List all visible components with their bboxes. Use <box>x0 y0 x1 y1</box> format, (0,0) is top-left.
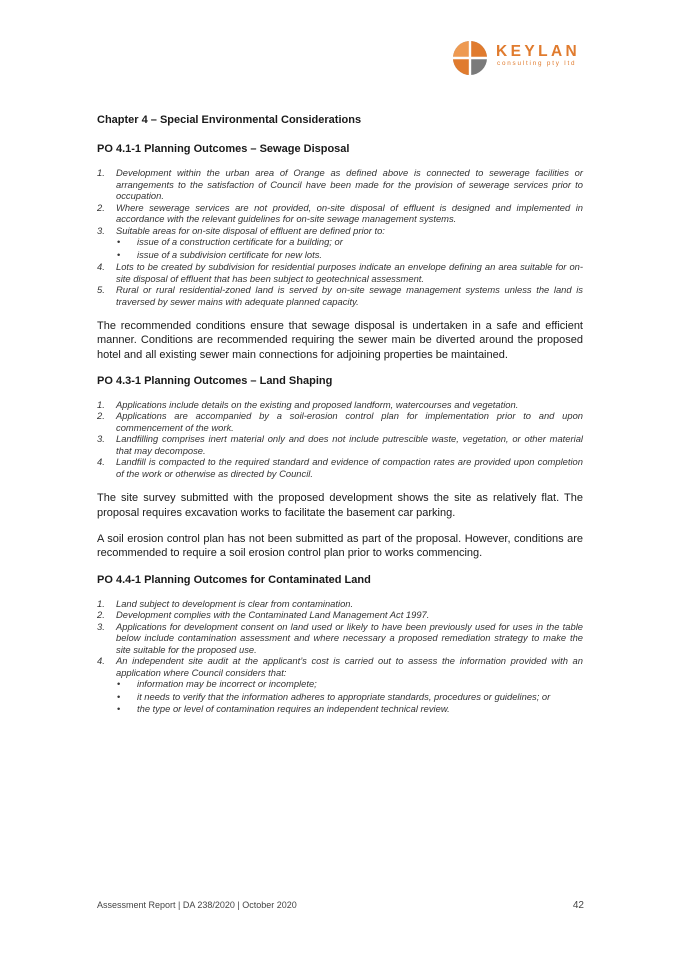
outcome-list-item <box>97 598 583 610</box>
list-item-number: 1. <box>97 398 105 410</box>
list-item-number: 1. <box>97 167 105 178</box>
section-heading: PO 4.4-1 Planning Outcomes for Contaminated Land <box>97 573 371 586</box>
bullet-item <box>116 703 583 716</box>
list-item-text: Applications are accompanied by a soil-erosion control plan for implementation prior to and upon commencement of the work. <box>116 410 583 433</box>
list-item-number: 4. <box>97 456 105 468</box>
bullet-item <box>116 236 583 249</box>
bullet-text: issue of a subdivision certificate for new lots. <box>137 248 322 260</box>
chapter-title: Chapter 4 – Special Environmental Considerations <box>97 114 362 126</box>
list-item-number: 3. <box>97 620 105 632</box>
list-item-number: 4. <box>97 261 105 272</box>
body-paragraph: The site survey submitted with the proposed development shows the site as relatively flat. The proposal requires excavation works to facilitate the basement car parking. <box>97 492 583 519</box>
bullet-dot-icon: • <box>117 678 121 690</box>
bullet-text: the type or level of contamination requires an independent technical review. <box>137 703 450 715</box>
bullet-item <box>116 678 583 691</box>
outcome-list-item <box>97 225 583 262</box>
bullet-dot-icon: • <box>117 690 121 702</box>
list-item-text: Suitable areas for on-site disposal of effluent are defined prior to: <box>116 224 385 236</box>
bullet-dot-icon: • <box>117 248 121 260</box>
bullet-item <box>116 691 583 704</box>
logo-name: KEYLAN <box>496 43 581 60</box>
outcome-list-item <box>97 410 583 433</box>
outcome-list-item <box>97 433 583 456</box>
list-item-number: 2. <box>97 201 105 213</box>
list-item-text: Development within the urban area of Orange as defined above is connected to sewerage facilities or arrangements to the satisfaction of Council have been made for the provision of sewerage services prior to occupation. <box>116 167 583 201</box>
outcome-list <box>97 399 583 480</box>
outcome-list-item <box>97 284 583 307</box>
list-item-text: Rural or rural residential-zoned land is served by on-site sewage management systems unless the land is traversed by sewer mains with adequate planned capacity. <box>116 284 583 307</box>
outcome-list-item <box>97 621 583 656</box>
section-heading: PO 4.1-1 Planning Outcomes – Sewage Disposal <box>97 143 350 155</box>
list-item-number: 5. <box>97 284 105 295</box>
footer-page-number: 42 <box>572 900 584 911</box>
bullet-dot-icon: • <box>117 703 121 715</box>
keylan-logo-icon <box>452 40 488 76</box>
list-item-text: Landfill is compacted to the required standard and evidence of compaction rates are provided upon completion of the work or otherwise as directed by Council. <box>116 456 583 479</box>
list-item-text: Lots to be created by subdivision for residential purposes indicate an envelope defining an area suitable for on-site disposal of effluent that has been subject to geotechnical assessment. <box>116 261 583 284</box>
list-item-text: Applications for development consent on land used or likely to have been previously used for uses in the table below include contamination assessment and where necessary a proposed remediation strategy to make the site suitable for the proposed use. <box>116 620 583 655</box>
list-item-number: 3. <box>97 224 105 236</box>
outcome-list-item <box>97 399 583 411</box>
list-item-text: An independent site audit at the applicant’s cost is carried out to assess the information provided with an application where Council considers that: <box>116 655 583 678</box>
company-logo <box>452 40 588 78</box>
body-paragraph: The recommended conditions ensure that sewage disposal is undertaken in a safe and efficient manner. Conditions are recommended requiring the sewer main be diverted around the proposed hotel and all existing sewer main connections for adjoining properties be maintained. <box>97 320 583 361</box>
list-item-text: Applications include details on the existing and proposed landform, watercourses and vegetation. <box>116 398 519 410</box>
bullet-text: information may be incorrect or incomplete; <box>137 678 317 690</box>
bullet-text: issue of a construction certificate for a building; or <box>137 236 343 247</box>
list-item-text: Development complies with the Contaminated Land Management Act 1997. <box>116 609 430 621</box>
bullet-item <box>116 249 583 262</box>
section-heading: PO 4.3-1 Planning Outcomes – Land Shaping <box>97 374 333 387</box>
outcome-list-item <box>97 609 583 621</box>
list-item-text: Land subject to development is clear from contamination. <box>116 597 354 609</box>
page-content <box>97 113 583 728</box>
logo-tagline: consulting pty ltd <box>497 60 577 67</box>
sections-container <box>97 142 583 716</box>
outcome-list <box>97 167 583 307</box>
bullet-list <box>116 236 583 261</box>
body-paragraph: A soil erosion control plan has not been submitted as part of the proposal. However, conditions are recommended to require a soil erosion control plan prior to works commencing. <box>97 532 583 560</box>
outcome-list-item <box>97 456 583 479</box>
bullet-list <box>116 678 583 716</box>
outcome-list-item <box>97 261 583 284</box>
list-item-number: 4. <box>97 655 105 667</box>
footer-report-info: Assessment Report | DA 238/2020 | October 2020 <box>97 900 297 910</box>
outcome-list-item <box>97 202 583 225</box>
list-item-number: 2. <box>97 410 105 422</box>
outcome-list-item <box>97 655 583 716</box>
bullet-dot-icon: • <box>117 236 121 247</box>
list-item-number: 3. <box>97 433 105 445</box>
bullet-text: it needs to verify that the information adheres to appropriate standards, procedures or guidelines; or <box>137 690 551 702</box>
list-item-number: 2. <box>97 609 105 621</box>
outcome-list-item <box>97 167 583 202</box>
list-item-text: Where sewerage services are not provided, on-site disposal of effluent is designed and implemented in accordance with the relevant guidelines for on-site sewage management systems. <box>116 201 583 224</box>
list-item-number: 1. <box>97 597 105 609</box>
list-item-text: Landfilling comprises inert material only and does not include putrescible waste, vegetation, or other material that may decompose. <box>116 433 583 456</box>
outcome-list <box>97 598 583 716</box>
